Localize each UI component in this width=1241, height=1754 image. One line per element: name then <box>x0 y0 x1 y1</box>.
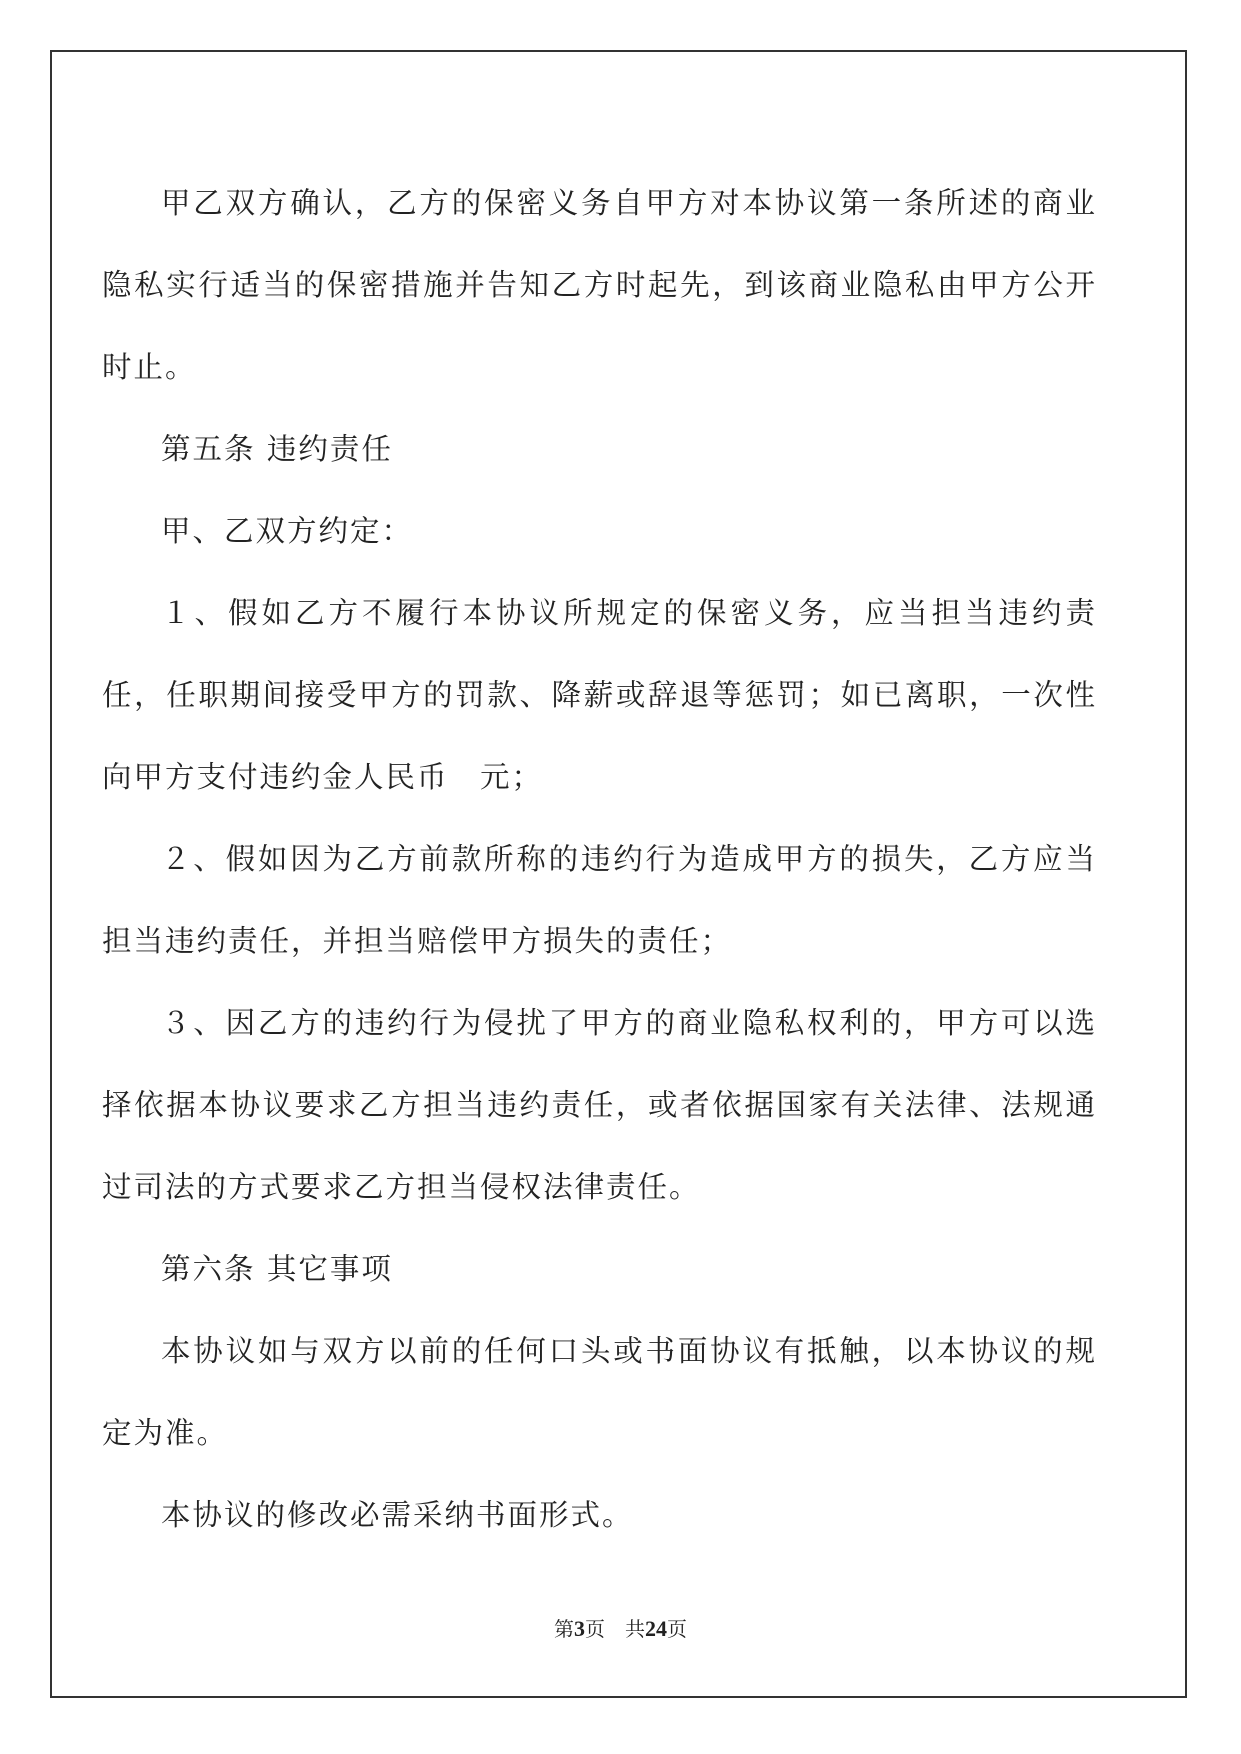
current-page-number: 3 <box>574 1616 585 1641</box>
document-body <box>102 162 1097 1556</box>
heading-article-6: 第六条 其它事项 <box>161 1252 393 1286</box>
total-pages-number: 24 <box>645 1616 667 1641</box>
paragraph-amendment: 本协议的修改必需采纳书面形式。 <box>161 1498 634 1532</box>
paragraph-precedence: 本协议如与双方以前的任何口头或书面协议有抵触，以本协议的规定为准。 <box>102 1334 1097 1450</box>
paragraph-clause-1: １、假如乙方不履行本协议所规定的保密义务，应当担当违约责任，任职期间接受甲方的罚款、降薪或辞退等惩罚；如已离职，一次性向甲方支付违约金人民币 元； <box>102 596 1097 794</box>
footer-prefix: 第 <box>554 1617 574 1641</box>
heading-article-5: 第五条 违约责任 <box>161 432 393 466</box>
page-footer <box>0 1613 1241 1642</box>
paragraph-agreement-intro: 甲、乙双方约定： <box>161 514 414 548</box>
paragraph-confidentiality-period: 甲乙双方确认，乙方的保密义务自甲方对本协议第一条所述的商业隐私实行适当的保密措施并告知乙方时起先，到该商业隐私由甲方公开时止。 <box>102 186 1097 384</box>
paragraph-clause-2: ２、假如因为乙方前款所称的违约行为造成甲方的损失，乙方应当担当违约责任，并担当赔偿甲方损失的责任； <box>102 842 1097 958</box>
footer-suffix: 页 <box>667 1617 687 1641</box>
paragraph-clause-3: ３、因乙方的违约行为侵扰了甲方的商业隐私权利的，甲方可以选择依据本协议要求乙方担当违约责任，或者依据国家有关法律、法规通过司法的方式要求乙方担当侵权法律责任。 <box>102 1006 1097 1204</box>
footer-middle: 页 共 <box>585 1617 645 1641</box>
